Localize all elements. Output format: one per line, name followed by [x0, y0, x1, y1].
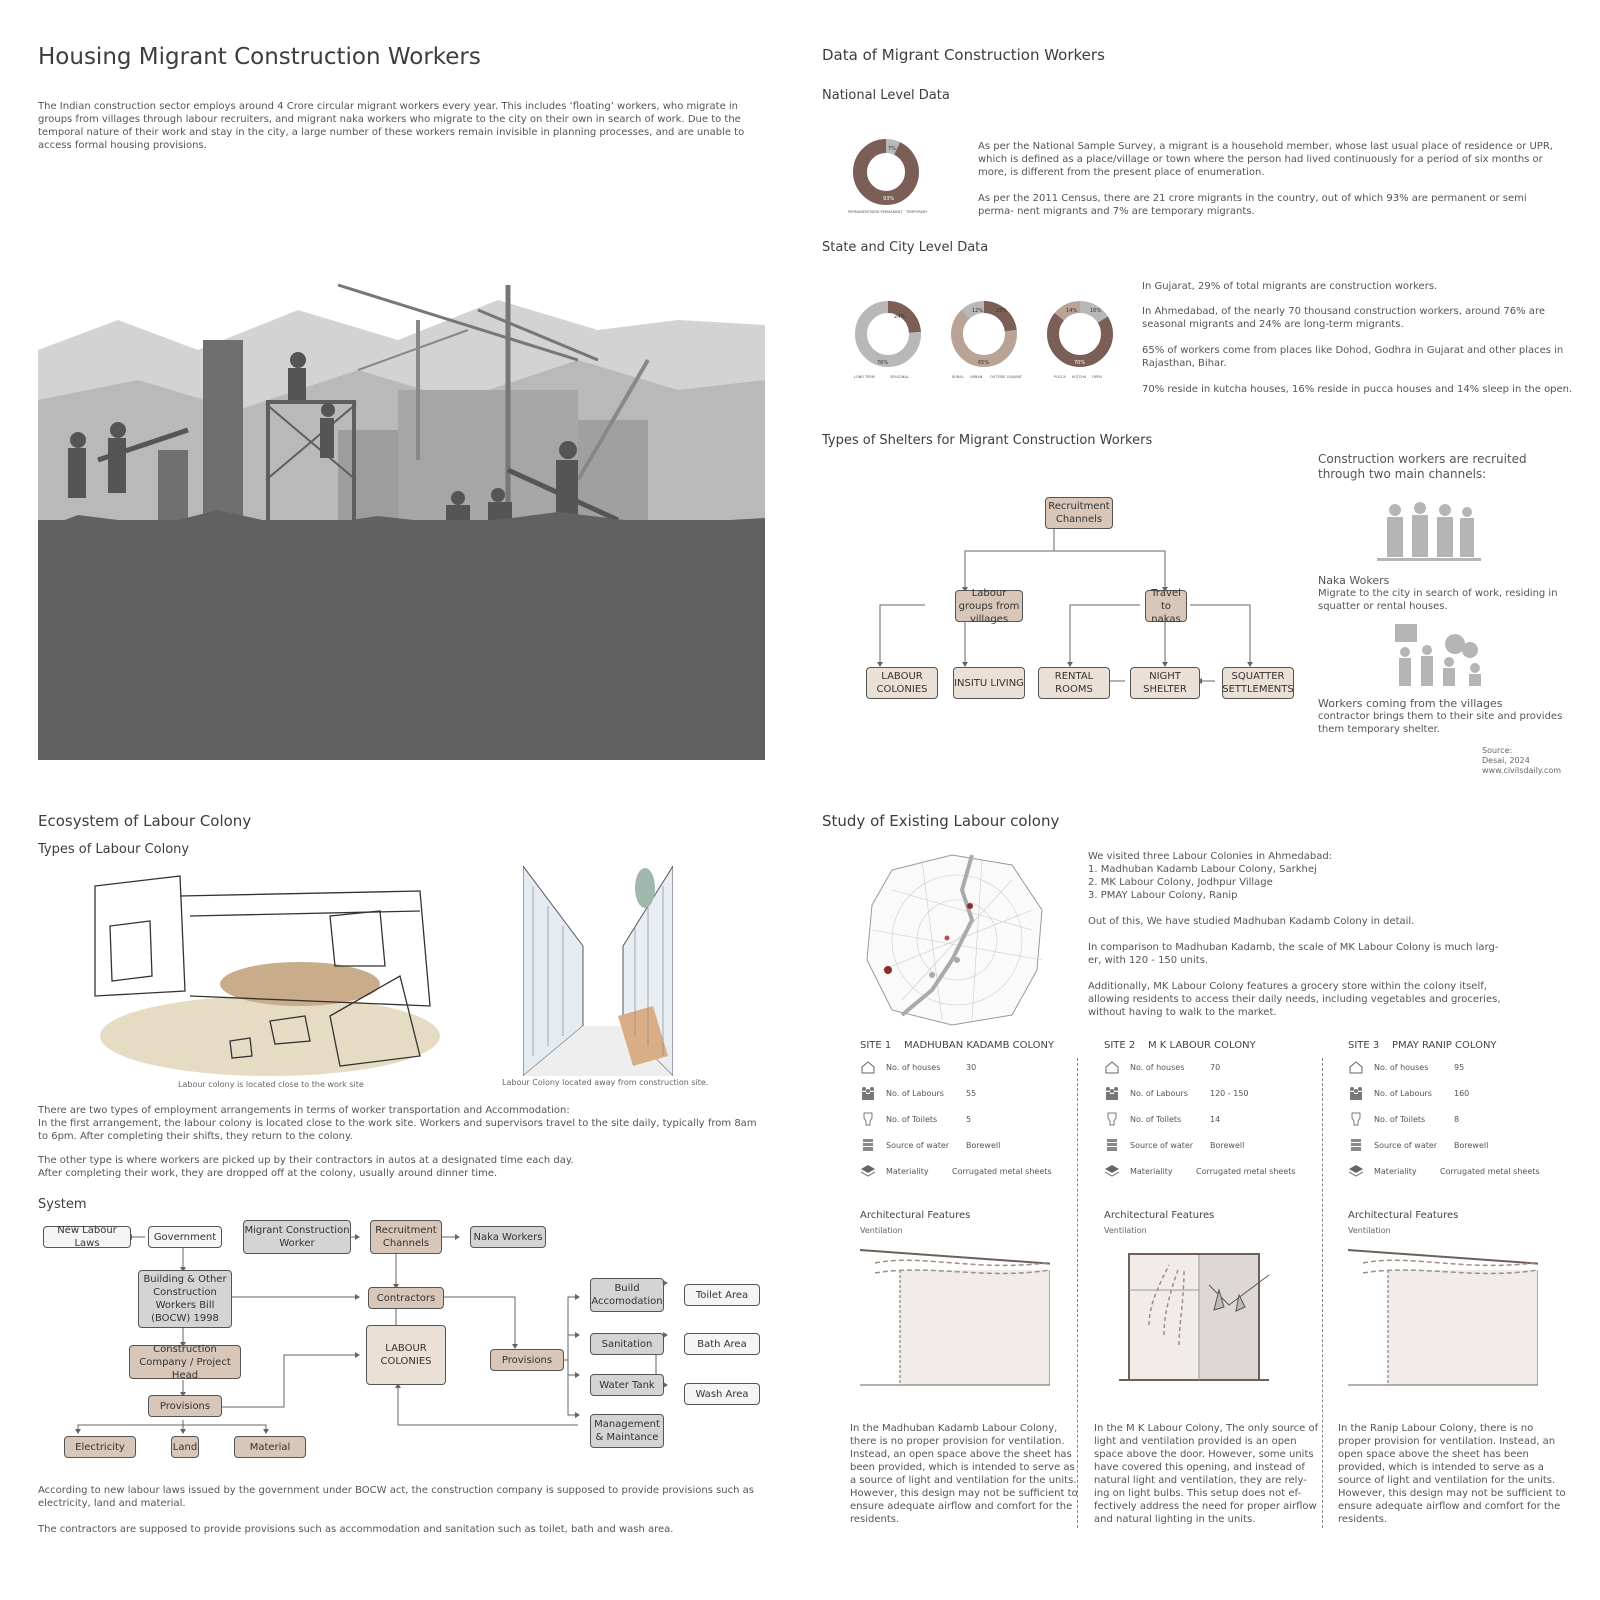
stat-label: No. of Toilets: [1374, 1114, 1426, 1124]
box-build-accomodation: Build Accomodation: [590, 1278, 664, 1312]
box-bath-area: Bath Area: [684, 1333, 760, 1355]
site-1-ventilation-section: [835, 1245, 1050, 1395]
stat-value: 160: [1454, 1088, 1470, 1098]
box-wash-area: Wash Area: [684, 1383, 760, 1405]
donut1-label-b: 76%: [877, 360, 889, 366]
tree-leaf-insitu: INSITU LIVING: [953, 667, 1025, 699]
stat-label: Source of water: [886, 1140, 950, 1150]
site-3-title: SITE 3 PMAY RANIP COLONY: [1348, 1040, 1497, 1051]
data-section-title: Data of Migrant Construction Workers: [822, 46, 1105, 64]
site-1-title: SITE 1 MADHUBAN KADAMB COLONY: [860, 1040, 1055, 1051]
stat-label: No. of houses: [886, 1062, 941, 1072]
national-donut-label-small: 7%: [888, 146, 896, 152]
site-2-stat-row: [1104, 1164, 1319, 1178]
source-desai: Desai, 2024: [1482, 756, 1530, 765]
stat-label: Materiality: [1130, 1166, 1173, 1176]
ventilation-label: Ventilation: [1348, 1226, 1391, 1235]
box-migrant-worker: Migrant Construction Worker: [243, 1220, 351, 1254]
state-line-3: 65% of workers come from places like Dohod, Godhra in Gujarat and other places in Rajasthan, Bihar.: [1142, 345, 1564, 369]
village-text: contractor brings them to their site and provides them temporary shelter.: [1318, 711, 1563, 735]
tree-leaf-squatter: SQUATTER SETTLEMENTS: [1222, 667, 1294, 699]
page-title: Housing Migrant Construction Workers: [38, 44, 481, 70]
site-3-ventilation-section: [1323, 1245, 1538, 1395]
donut1-legend-b: SEASONAL: [890, 375, 909, 379]
donut3-label-a: 14%: [1066, 308, 1078, 314]
ecosystem-title: Ecosystem of Labour Colony: [38, 812, 252, 830]
materiality-layers-icon: [1104, 1164, 1120, 1178]
site-3-stat-row: [1348, 1112, 1563, 1126]
ventilation-label: Ventilation: [1104, 1226, 1147, 1235]
donut3-label-b: 16%: [1090, 308, 1102, 314]
study-list-3: 3. PMAY Labour Colony, Ranip: [1088, 890, 1238, 901]
house-icon: [1348, 1060, 1364, 1074]
tree-leaf-night-shelter: NIGHT SHELTER: [1130, 667, 1200, 699]
box-government: Government: [148, 1226, 222, 1248]
box-construction-company: Construction Company / Project Head: [129, 1345, 241, 1379]
toilet-icon: [1104, 1112, 1120, 1126]
state-data-heading: State and City Level Data: [822, 240, 989, 255]
stat-label: Source of water: [1374, 1140, 1438, 1150]
state-line-4: 70% reside in kutcha houses, 16% reside in pucca houses and 14% sleep in the open.: [1142, 384, 1573, 395]
stat-label: No. of Toilets: [886, 1114, 938, 1124]
site-2-stat-row: [1104, 1060, 1319, 1074]
site-1-description: In the Madhuban Kadamb Labour Colony, there is no proper provision for ventilation. Instead, an open space above the sheet has been provided, which is intended to serve as a source of light and ventilation for the units. However, this design may not be sufficient to ensure adequate airflow and comfort for the residents.: [850, 1423, 1078, 1525]
water-icon: [1104, 1138, 1120, 1152]
ecosystem-para-3: According to new labour laws issued by the government under BOCW act, the construction company is supposed to provide provisions such as electricity, land and material.: [38, 1485, 754, 1509]
box-sanitation: Sanitation: [590, 1333, 664, 1355]
naka-workers-icon: [1375, 498, 1485, 568]
stat-value: 14: [1210, 1114, 1221, 1124]
study-p3: Additionally, MK Labour Colony features a grocery store within the colony itself, allowing residents to access their daily needs, including vegetables and groceries, without having to walk to the market.: [1088, 981, 1501, 1018]
people-icon: [1104, 1086, 1120, 1100]
materiality-layers-icon: [860, 1164, 876, 1178]
site-1-stat-row: [860, 1164, 1075, 1178]
site-3-description: In the Ranip Labour Colony, there is no proper provision for ventilation. Instead, an open space above the sheet has been provided, which is intended to serve as a source of light and ventilation for the units. However, this design may not be sufficient to ensure adequate airflow and comfort for the residents.: [1338, 1423, 1566, 1525]
site-2-title: SITE 2 M K LABOUR COLONY: [1104, 1040, 1256, 1051]
intro-text: The Indian construction sector employs around 4 Crore circular migrant workers every year. This includes ‘floating’ workers, who migrate in groups from villages through labour recruiters, and migrant naka workers who migrate to the city on their own in search of work. Due to the temporal nature of their work and stay in the city, a large number of these workers remain invisible in planning processes, and are unable to access formal housing provisions.: [38, 101, 745, 151]
caption-away-site: Labour Colony located away from construction site.: [502, 1078, 709, 1087]
ahmedabad-map: [862, 850, 1052, 1030]
house-icon: [860, 1060, 876, 1074]
national-donut-chart: [846, 130, 936, 220]
site-2-ventilation-section: [1079, 1245, 1294, 1395]
site-2-stat-row: [1104, 1138, 1319, 1152]
tree-leaf-labour-colonies: LABOUR COLONIES: [866, 667, 938, 699]
donut2-legend-a: RURAL: [952, 375, 964, 379]
box-water-tank: Water Tank: [590, 1374, 664, 1396]
donut2-legend-b: URBAN: [970, 375, 983, 379]
stat-value: 120 - 150: [1210, 1088, 1249, 1098]
national-donut-legend-1: PERMANENT/SEMI PERMANENT: [848, 210, 903, 214]
box-provisions-left: Provisions: [148, 1395, 222, 1417]
system-title: System: [38, 1197, 87, 1212]
box-labour-colonies: LABOUR COLONIES: [366, 1325, 446, 1385]
site-3-stat-row: [1348, 1086, 1563, 1100]
shelters-heading: Types of Shelters for Migrant Construction Workers: [822, 433, 1153, 448]
village-title: Workers coming from the villages: [1318, 697, 1503, 710]
stat-label: Materiality: [1374, 1166, 1417, 1176]
site-1-column: [850, 1040, 1078, 1540]
site-1-stat-row: [860, 1086, 1075, 1100]
box-electricity: Electricity: [64, 1436, 136, 1458]
site-2-description: In the M K Labour Colony, The only source of light and ventilation provided is an open space above the door. However, some units have covered this opening, and instead of natural light and ventilation, they are rely- ing on light bulbs. This setup does not ef- fectively address the need for proper airflow and natural lighting in the units.: [1094, 1423, 1319, 1525]
stat-label: No. of Labours: [1374, 1088, 1432, 1098]
stat-label: No. of Labours: [1130, 1088, 1188, 1098]
state-line-2: In Ahmedabad, of the nearly 70 thousand construction workers, around 76% are seasonal migrants and 24% are long-term migrants.: [1142, 306, 1545, 330]
ecosystem-para-1: There are two types of employment arrangements in terms of worker transportation and Accommodation: In the first arrangement, the labour colony is located close to the work site. Workers and supervisors travel to the site daily, typically from 8am to 6pm. After completing their shifts, they return to the colony.: [38, 1105, 757, 1142]
ecosystem-para-2: The other type is where workers are picked up by their contractors in autos at a designated time each day. After completing their work, they are dropped off at the colony, usually around dinner time.: [38, 1155, 574, 1179]
donut3-legend-b: KUTCHA: [1072, 375, 1087, 379]
site-2-stat-row: [1104, 1086, 1319, 1100]
site-3-stat-row: [1348, 1138, 1563, 1152]
study-p2: In comparison to Madhuban Kadamb, the scale of MK Labour Colony is much larg- er, with 120 - 150 units.: [1088, 942, 1499, 966]
site-2-stat-row: [1104, 1112, 1319, 1126]
site-3-stat-row: [1348, 1060, 1563, 1074]
box-management: Management & Maintance: [590, 1414, 664, 1448]
toilet-icon: [860, 1112, 876, 1126]
national-donut-legend-2: TEMPORARY: [906, 210, 928, 214]
stat-value: 30: [966, 1062, 977, 1072]
stat-label: No. of houses: [1374, 1062, 1429, 1072]
stat-label: Source of water: [1130, 1140, 1194, 1150]
toilet-icon: [1348, 1112, 1364, 1126]
study-list-1: 1. Madhuban Kadamb Labour Colony, Sarkhej: [1088, 864, 1317, 875]
stat-value: 55: [966, 1088, 977, 1098]
house-icon: [1104, 1060, 1120, 1074]
source-label: Source:: [1482, 746, 1513, 755]
box-provisions-right: Provisions: [490, 1349, 564, 1371]
naka-text: Migrate to the city in search of work, residing in squatter or rental houses.: [1318, 588, 1558, 612]
stat-value: Corrugated metal sheets: [952, 1166, 1052, 1176]
channels-intro: Construction workers are recruited through two main channels:: [1318, 452, 1527, 481]
box-naka-workers: Naka Workers: [470, 1226, 546, 1248]
water-icon: [1348, 1138, 1364, 1152]
donut2-label-b: 23%: [996, 308, 1008, 314]
state-donut-charts: [852, 296, 1132, 386]
architectural-features-label: Architectural Features: [860, 1210, 971, 1221]
stat-value: 70: [1210, 1062, 1221, 1072]
stat-value: Borewell: [1454, 1140, 1489, 1150]
site-3-column: [1338, 1040, 1566, 1540]
national-para-2: As per the 2011 Census, there are 21 crore migrants in the country, out of which 93% are permanent or semi perma- nent migrants and 7% are temporary migrants.: [978, 193, 1527, 217]
people-icon: [1348, 1086, 1364, 1100]
stat-label: Materiality: [886, 1166, 929, 1176]
box-toilet-area: Toilet Area: [684, 1284, 760, 1306]
stat-label: No. of houses: [1130, 1062, 1185, 1072]
box-material: Material: [234, 1436, 306, 1458]
stat-value: 5: [966, 1114, 972, 1124]
donut-slice: [860, 146, 912, 198]
construction-silhouette-illustration: [38, 280, 765, 760]
labour-colony-away-sketch: [523, 866, 673, 1076]
national-data-heading: National Level Data: [822, 88, 950, 103]
stat-value: Corrugated metal sheets: [1196, 1166, 1296, 1176]
stat-value: 95: [1454, 1062, 1465, 1072]
site-3-stat-row: [1348, 1164, 1563, 1178]
box-land: Land: [171, 1436, 199, 1458]
naka-title: Naka Wokers: [1318, 574, 1390, 587]
tree-leaf-rental: RENTAL ROOMS: [1038, 667, 1110, 699]
donut3-legend-a: PUCCA: [1054, 375, 1066, 379]
caption-near-site: Labour colony is located close to the work site: [178, 1080, 364, 1089]
donut2-label-c: 65%: [978, 360, 990, 366]
box-contractors: Contractors: [368, 1287, 444, 1309]
donut1-legend-a: LONG TERM: [854, 375, 875, 379]
stat-label: No. of Labours: [886, 1088, 944, 1098]
study-visited: We visited three Labour Colonies in Ahmedabad:: [1088, 851, 1333, 862]
ecosystem-para-4: The contractors are supposed to provide provisions such as accommodation and sanitation such as toilet, bath and wash area.: [38, 1524, 674, 1535]
ventilation-label: Ventilation: [860, 1226, 903, 1235]
architectural-features-label: Architectural Features: [1104, 1210, 1215, 1221]
village-workers-icon: [1385, 622, 1495, 692]
box-new-labour-laws: New Labour Laws: [43, 1226, 131, 1248]
ecosystem-subtitle: Types of Labour Colony: [38, 842, 190, 857]
box-recruitment-channels: Recruitment Channels: [370, 1220, 442, 1254]
site-1-stat-row: [860, 1112, 1075, 1126]
tree-root-recruitment: Recruitment Channels: [1045, 497, 1113, 529]
labour-colony-near-site-sketch: [90, 866, 445, 1076]
state-line-1: In Gujarat, 29% of total migrants are construction workers.: [1142, 281, 1438, 292]
architectural-features-label: Architectural Features: [1348, 1210, 1459, 1221]
stat-value: Borewell: [966, 1140, 1001, 1150]
stat-value: 8: [1454, 1114, 1460, 1124]
national-para-1: As per the National Sample Survey, a migrant is a household member, whose last usual place of residence or UPR, which is defined as a place/village or town where the person had lived continuously for a period of six months or more, is different from the present place of enumeration.: [978, 141, 1553, 178]
box-bocw-bill: Building & Other Construction Workers Bill (BOCW) 1998: [138, 1270, 232, 1328]
stat-label: No. of Toilets: [1130, 1114, 1182, 1124]
donut3-label-c: 70%: [1074, 360, 1086, 366]
donut2-legend-c: OUTSIDE GUJARAT: [990, 375, 1022, 379]
materiality-layers-icon: [1348, 1164, 1364, 1178]
tree-labour-groups: Labour groups from villages: [955, 590, 1023, 622]
study-p1: Out of this, We have studied Madhuban Kadamb Colony in detail.: [1088, 916, 1415, 927]
site-1-stat-row: [860, 1138, 1075, 1152]
stat-value: Borewell: [1210, 1140, 1245, 1150]
stat-value: Corrugated metal sheets: [1440, 1166, 1540, 1176]
donut1-label-a: 24%: [894, 314, 906, 320]
donut2-label-a: 12%: [972, 308, 984, 314]
study-title: Study of Existing Labour colony: [822, 812, 1060, 830]
source-url: www.civilsdaily.com: [1482, 766, 1562, 775]
tree-travel-nakas: Travel to nakas: [1145, 590, 1187, 622]
people-icon: [860, 1086, 876, 1100]
study-list-2: 2. MK Labour Colony, Jodhpur Village: [1088, 877, 1273, 888]
site-1-stat-row: [860, 1060, 1075, 1074]
national-donut-label-large: 93%: [883, 196, 895, 202]
site-2-column: [1094, 1040, 1319, 1540]
water-icon: [860, 1138, 876, 1152]
donut3-legend-c: OPEN: [1092, 375, 1102, 379]
